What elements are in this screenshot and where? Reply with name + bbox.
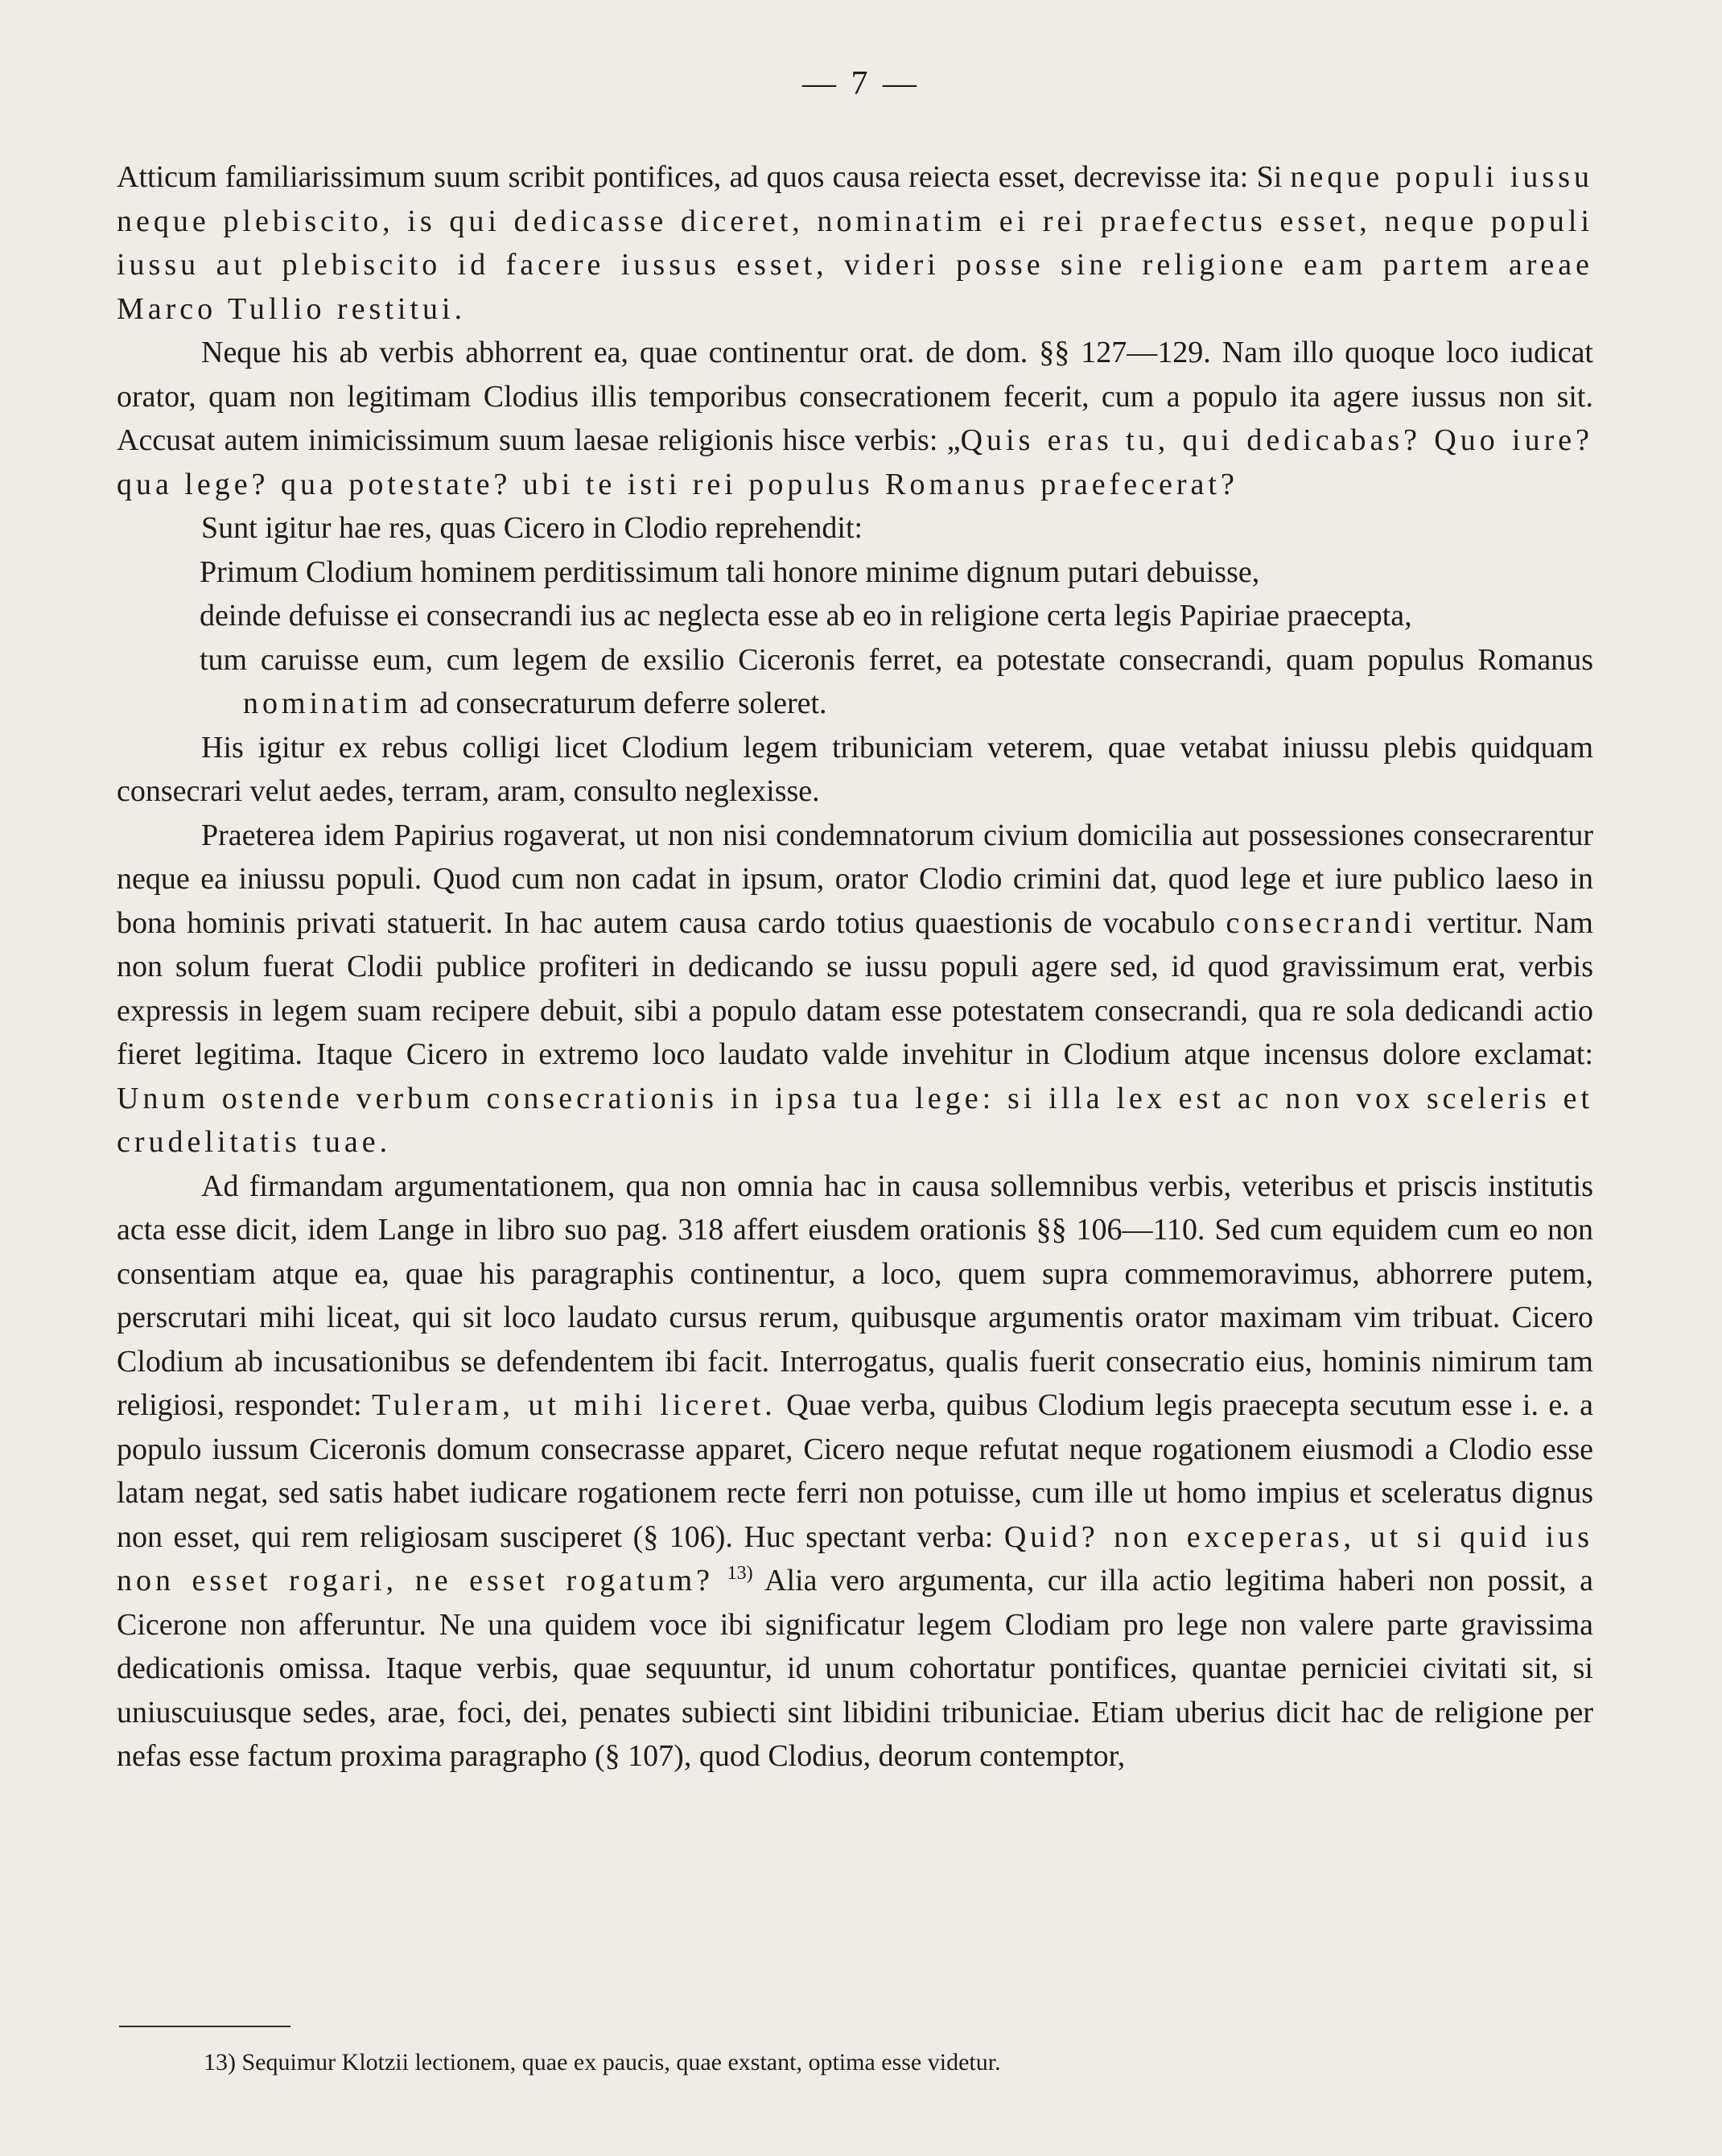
list-item — [117, 550, 1593, 595]
text-run: Neque his ab verbis abhorrent ea, quae continentur orat. de dom. §§ 127—129. Nam illo quoque loco iudicat orator, quam non legitimam Clodius illis temporibus consecrationem fecerit, cum a populo ita agere iussus non sit. Accusat autem inimicissimum suum laesae religionis hisce verbis: „ — [117, 336, 1593, 457]
spaced-quotation: Unum ostende verbum consecrationis in ipsa tua lege: si illa lex est ac non vox sceleris et crudelitatis tuae. — [117, 1081, 1593, 1159]
spaced-quotation: Quis eras tu, qui dedicabas? Quo iure? qua lege? qua potestate? ubi te isti rei populus Romanus praefecerat? — [117, 423, 1593, 501]
text-run: Sunt igitur hae res, quas Cicero in Clodio reprehendit: — [201, 511, 863, 545]
text-run: deinde defuisse ei consecrandi ius ac neglecta esse ab eo in religione certa legis Papiriae praecepta, — [200, 599, 1412, 633]
spaced-quotation: neque populi iussu neque plebiscito, is qui dedicasse diceret, nominatim ei rei praefectus esset, neque populi iussu aut plebiscito id facere iussus esset, videri posse sine religione eam partem areae Marco Tullio restitui. — [117, 160, 1594, 326]
paragraph — [117, 726, 1593, 814]
text-run: Ad firmandam argumentationem, qua non omnia hac in causa sollemnibus verbis, veteribus et priscis institutis acta esse dicit, idem Lange in libro suo pag. 318 affert eiusdem orationis §§ 106—110. Sed cum equidem cum eo non consentiam atque ea, quae his paragraphis continentur, a loco, quem supra commemoravimus, abhorrere putem, perscrutari mihi liceat, qui sit loco laudato cursus rerum, quibusque argumentis orator maximam vim tribuat. Cicero Clodium ab incusationibus se defendentem ibi facit. Interrogatus, qualis fuerit consecratio eius, hominis nimirum tam religiosi, respondet: — [117, 1169, 1593, 1422]
paragraph — [117, 331, 1593, 506]
footnote: 13) Sequimur Klotzii lectionem, quae ex paucis, quae exstant, optima esse videtur. — [204, 2049, 1001, 2076]
text-run: vertitur. Nam non solum fuerat Clodii publice profiteri in dedicando se iussu populi agere sed, id quod gravissimum erat, verbis expressis in legem suam recipere debuit, sibi a populo datam esse potestatem consecrandi, qua re sola dedicandi actio fieret legitima. Itaque Cicero in extremo loco laudato valde invehitur in Clodium atque incensus dolore exclamat: — [117, 905, 1593, 1071]
footnote-reference: 13) — [727, 1563, 753, 1584]
text-run: Atticum familiarissimum suum scribit pontifices, ad quos causa reiecta esset, decrevisse ita: Si — [117, 160, 1291, 194]
spaced-quotation: Quid? non exceperas, ut si quid ius non esset rogari, ne esset rogatum? — [117, 1519, 1593, 1597]
paragraph — [117, 1165, 1593, 1779]
paragraph — [117, 814, 1593, 1165]
text-run: Praeterea idem Papirius rogaverat, ut non nisi condemnatorum civium domicilia aut possessiones consecrarentur neque ea iniussu populi. Quod cum non cadat in ipsum, orator Clodio crimini dat, quod lege et iure publico laeso in bona hominis privati statuerit. In hac autem causa cardo totius quaestionis de vocabulo — [117, 818, 1593, 940]
list-item — [117, 594, 1593, 638]
text-run: ad consecraturum deferre soleret. — [411, 686, 827, 720]
list-item — [117, 638, 1593, 726]
text-run: tum caruisse eum, cum legem de exsilio Ciceronis ferret, ea potestate consecrandi, quam populus Romanus — [200, 642, 1593, 677]
paragraph — [117, 506, 1593, 550]
spaced-quotation: Tuleram, ut mihi liceret. — [372, 1388, 777, 1422]
spaced-quotation: consecrandi — [1226, 905, 1417, 940]
spaced-quotation: nominatim — [243, 686, 412, 720]
text-run: His igitur ex rebus colligi licet Clodium legem tribuniciam veterem, quae vetabat iniussu plebis quidquam consecrari velut aedes, terram, aram, consulto neglexisse. — [117, 730, 1593, 808]
paragraph — [117, 155, 1593, 331]
text-run: Quae verba, quibus Clodium legis praecepta secutum esse i. e. a populo iussum Ciceronis domum consecrasse apparet, Cicero neque refutat neque rogationem eiusmodi a Clodio esse latam negat, sed satis habet iudicare rogationem recte ferri non potuisse, cum ille ut homo impius et sceleratus dignus non esset, qui rem religiosam susciperet (§ 106). Huc spectant verba: — [117, 1388, 1593, 1554]
text-run: Alia vero argumenta, cur illa actio legitima haberi non possit, a Cicerone non afferuntur. Ne una quidem voce ibi significatur legem Clodiam pro lege non valere parte gravissima dedicationis omissa. Itaque verbis, quae sequuntur, id unum cohortatur pontifices, quantae perniciei civitati sit, si uniuscuiusque sedes, arae, foci, dei, penates subiecti sint libidini tribuniciae. Etiam uberius dicit hac de religione per nefas esse factum proxima paragrapho (§ 107), quod Clodius, deorum contemptor, — [117, 1564, 1593, 1773]
page-number: — 7 — — [802, 65, 920, 102]
body-text — [117, 155, 1593, 1779]
footnote-divider — [119, 2026, 290, 2027]
text-run — [714, 1564, 727, 1597]
text-run: Primum Clodium hominem perditissimum tali honore minime dignum putari debuisse, — [200, 554, 1260, 589]
